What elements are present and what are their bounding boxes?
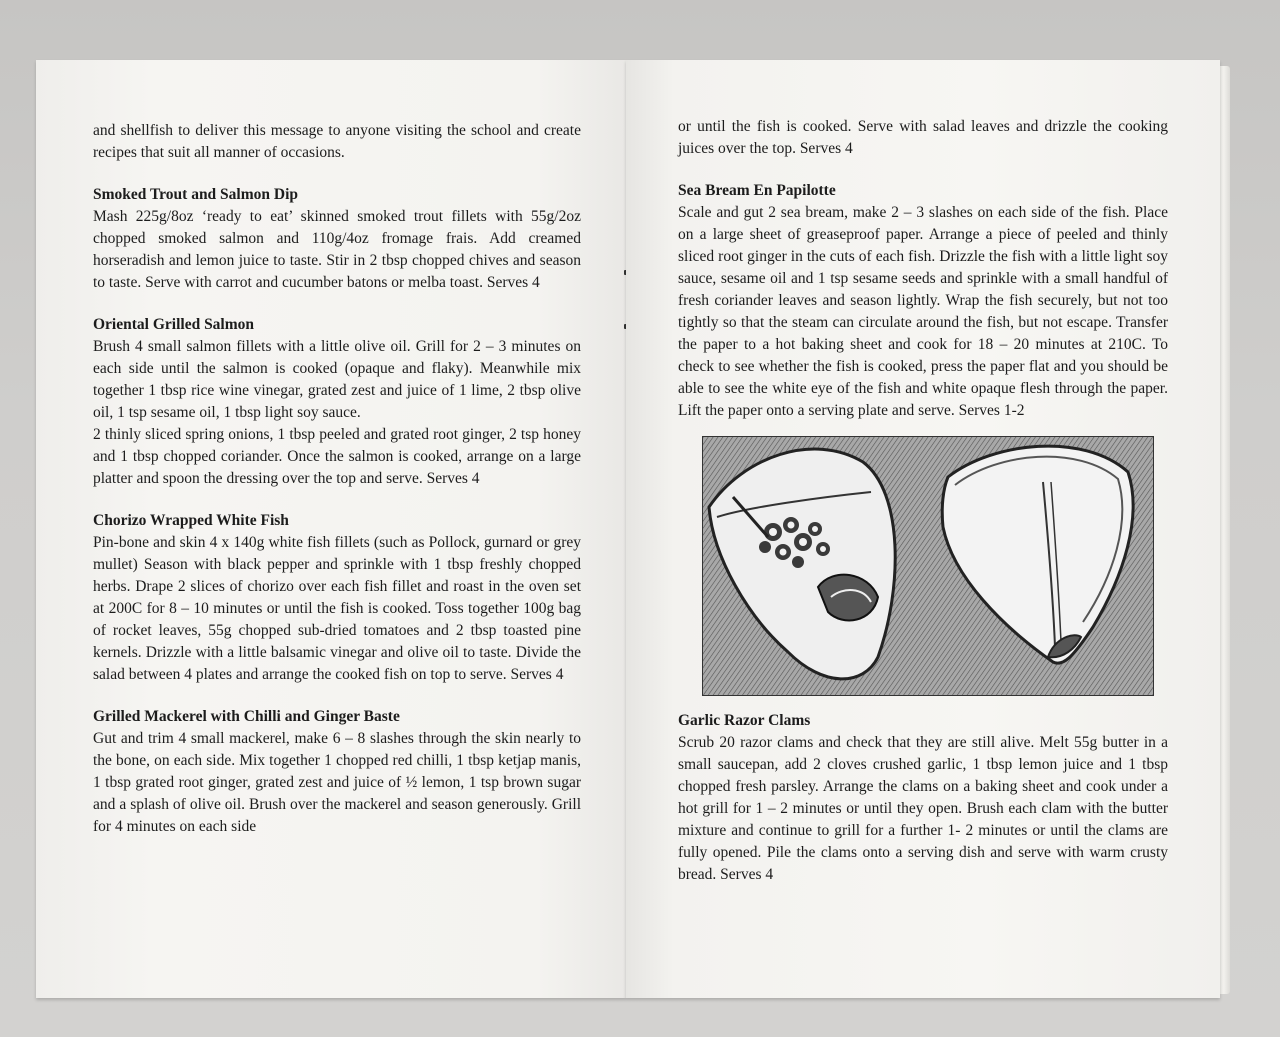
recipe-title-oriental-salmon: Oriental Grilled Salmon	[93, 316, 255, 333]
open-booklet	[36, 60, 1232, 998]
recipe-title-sea-bream: Sea Bream En Papilotte	[678, 182, 836, 199]
recipe-title-grilled-mackerel: Grilled Mackerel with Chilli and Ginger Baste	[93, 708, 400, 725]
recipe-title-chorizo-fish: Chorizo Wrapped White Fish	[93, 512, 289, 529]
recipe-body-smoked-trout: Mash 225g/8oz ‘ready to eat’ skinned smoked trout fillets with 55g/2oz chopped smoked salmon and 110g/4oz fromage frais. Add creamed horseradish and lemon juice to taste. Stir in 2 tbsp chopped chives and season to taste. Serve with carrot and cucumber batons or melba toast. Serves 4	[93, 208, 581, 291]
recipe-body-sea-bream: Scale and gut 2 sea bream, make 2 – 3 slashes on each side of the fish. Place on a large sheet of greaseproof paper. Arrange a piece of peeled and thinly sliced root ginger in the cuts of each fish. Drizzle the fish with a little light soy sauce, sesame oil and 1 tsp sesame seeds and sprinkle with a small handful of fresh coriander leaves and season lightly. Wrap the fish securely, but not too tightly so that the steam can circulate around the fish, but not escape. Transfer the paper to a hot baking sheet and cook for 18 – 20 minutes at 210C. To check to see whether the fish is cooked, press the paper flat and you should be able to see the white eye of the fish and white opaque flesh through the paper. Lift the paper onto a serving plate and serve. Serves 1-2	[678, 204, 1168, 419]
left-page-text	[93, 120, 581, 838]
recipe-title-smoked-trout: Smoked Trout and Salmon Dip	[93, 186, 299, 203]
continued-paragraph: or until the fish is cooked. Serve with salad leaves and drizzle the cooking juices over the top. Serves 4	[678, 118, 1168, 157]
recipe-body-oriental-salmon-cont: 2 thinly sliced spring onions, 1 tbsp peeled and grated root ginger, 2 tsp honey and 1 tbsp chopped coriander. Once the salmon is cooked, arrange on a large platter and spoon the dressing over the top and serve. Serves 4	[93, 426, 581, 487]
intro-paragraph: and shellfish to deliver this message to anyone visiting the school and create recipes that suit all manner of occasions.	[93, 122, 581, 161]
left-page	[36, 60, 626, 998]
fish-parcel-illustration	[702, 436, 1154, 696]
recipe-body-oriental-salmon: Brush 4 small salmon fillets with a little olive oil. Grill for 2 – 3 minutes on each side until the salmon is cooked (opaque and flaky). Meanwhile mix together 1 tbsp rice wine vinegar, grated zest and juice of 1 lime, 2 tbsp olive oil, 1 tsp sesame oil, 1 tbsp light soy sauce.	[93, 338, 581, 421]
recipe-body-grilled-mackerel: Gut and trim 4 small mackerel, make 6 – 8 slashes through the skin nearly to the bone, on each side. Mix together 1 chopped red chilli, 1 tbsp ketjap manis, 1 tbsp grated root ginger, grated zest and juice of ½ lemon, 1 tsp brown sugar and a splash of olive oil. Brush over the mackerel and season generously. Grill for 4 minutes on each side	[93, 730, 581, 835]
right-page-text	[678, 116, 1168, 886]
recipe-title-razor-clams: Garlic Razor Clams	[678, 712, 811, 729]
recipe-body-chorizo-fish: Pin-bone and skin 4 x 140g white fish fillets (such as Pollock, gurnard or grey mullet) Season with black pepper and sprinkle with 1 tbsp freshly chopped herbs. Drape 2 slices of chorizo over each fish fillet and roast in the oven set at 200C for 8 – 10 minutes or until the fish is cooked. Toss together 100g bag of rocket leaves, 55g chopped sub-dried tomatoes and 2 tbsp toasted pine kernels. Drizzle with a little balsamic vinegar and olive oil to taste. Divide the salad between 4 plates and arrange the cooked fish on top to serve. Serves 4	[93, 534, 581, 683]
recipe-body-razor-clams: Scrub 20 razor clams and check that they are still alive. Melt 55g butter in a small saucepan, add 2 cloves crushed garlic, 1 tbsp lemon juice and 1 tbsp chopped fresh parsley. Arrange the clams on a baking sheet and cook under a hot grill for 1 – 2 minutes or until they open. Brush each clam with the butter mixture and continue to grill for a further 1- 2 minutes or until the clams are fully opened. Pile the clams onto a serving dish and serve with warm crusty bread. Serves 4	[678, 734, 1168, 883]
right-page	[626, 60, 1220, 998]
